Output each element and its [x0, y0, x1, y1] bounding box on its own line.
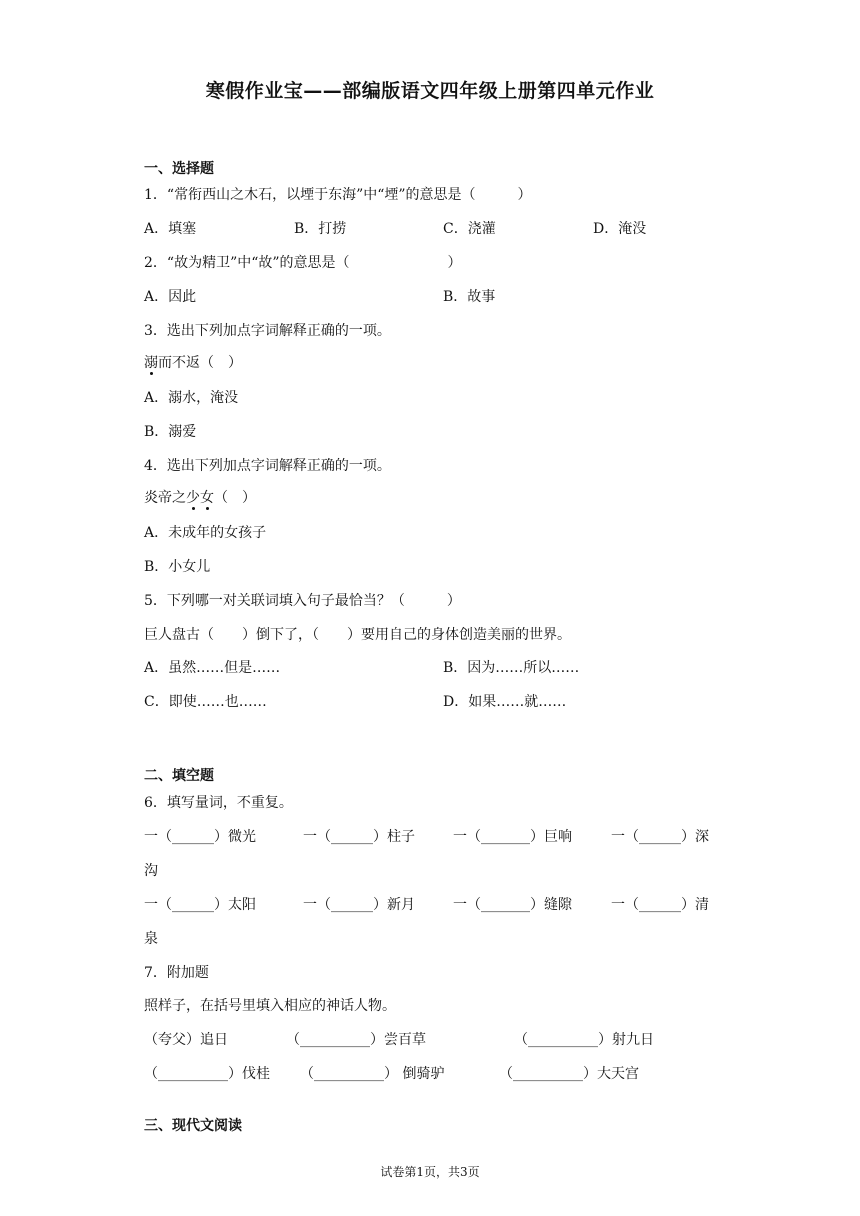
- q4-prompt-pre: 炎帝之: [144, 490, 186, 506]
- q1-option-a: A．填塞: [144, 221, 197, 237]
- q1-option-c: C．浇灌: [443, 221, 496, 237]
- q6-row1-wrap: 沟: [144, 863, 158, 879]
- q5-option-c: C．即使……也……: [144, 694, 267, 710]
- page-title: 寒假作业宝——部编版语文四年级上册第四单元作业: [205, 80, 655, 102]
- q6-blank-5: 一（______）太阳: [144, 897, 256, 913]
- question-7-instruction: 照样子，在括号里填入相应的神话人物。: [144, 998, 396, 1014]
- q7-blank-5: （__________）大天宫: [499, 1066, 639, 1082]
- question-7-stem: 7．附加题: [144, 965, 209, 981]
- q6-row2-wrap: 泉: [144, 931, 158, 947]
- q6-blank-8: 一（______）清: [611, 897, 709, 913]
- q2-option-a: A．因此: [144, 289, 197, 305]
- page-footer: 试卷第1页，共3页: [380, 1165, 480, 1179]
- q7-blank-2: （__________）射九日: [514, 1032, 654, 1048]
- q1-option-b: B．打捞: [294, 221, 347, 237]
- q7-example: （夸父）追日: [144, 1032, 228, 1048]
- question-3-prompt: [144, 354, 242, 372]
- q4-option-b: B．小女儿: [144, 559, 211, 575]
- q6-blank-7: 一（_______）缝隙: [453, 897, 572, 913]
- q4-option-a: A．未成年的女孩子: [144, 525, 267, 541]
- q7-blank-1: （__________）尝百草: [286, 1032, 426, 1048]
- q7-blank-3: （__________）伐桂: [144, 1066, 270, 1082]
- q3-prompt-rest: 而不返（ ）: [158, 355, 242, 371]
- q6-blank-2: 一（______）柱子: [303, 829, 415, 845]
- q6-blank-4: 一（______）深: [611, 829, 709, 845]
- q5-option-a: A．虽然……但是……: [144, 660, 281, 676]
- q6-blank-3: 一（_______）巨响: [453, 829, 572, 845]
- q3-option-a: A．溺水，淹没: [144, 390, 239, 406]
- section-heading-fill: 二、填空题: [144, 768, 214, 784]
- q2-option-b: B．故事: [443, 289, 496, 305]
- section-heading-reading: 三、现代文阅读: [144, 1118, 242, 1134]
- question-4-prompt: [144, 489, 256, 507]
- question-3-stem: 3．选出下列加点字词解释正确的一项。: [144, 323, 391, 339]
- q6-blank-6: 一（______）新月: [303, 897, 415, 913]
- q6-blank-1: 一（______）微光: [144, 829, 256, 845]
- q5-option-d: D．如果……就……: [443, 694, 567, 710]
- q4-prompt-rest: （ ）: [214, 490, 256, 506]
- q1-option-d: D．淹没: [593, 221, 647, 237]
- question-5-sentence: 巨人盘古（ ）倒下了，（ ）要用自己的身体创造美丽的世界。: [144, 627, 571, 643]
- q4-dotted-char-2: 女: [200, 490, 214, 506]
- question-5-stem: 5．下列哪一对关联词填入句子最恰当？（ ）: [144, 593, 461, 609]
- q4-dotted-char-1: 少: [186, 490, 200, 506]
- question-1-stem: 1．“常衔西山之木石，以堙于东海”中“堙”的意思是（ ）: [144, 187, 532, 203]
- section-heading-choice: 一、选择题: [144, 161, 214, 177]
- q7-blank-4: （__________） 倒骑驴: [300, 1066, 445, 1082]
- question-6-stem: 6．填写量词，不重复。: [144, 795, 293, 811]
- q3-option-b: B．溺爱: [144, 424, 197, 440]
- q3-dotted-char: 溺: [144, 355, 158, 371]
- question-4-stem: 4．选出下列加点字词解释正确的一项。: [144, 458, 391, 474]
- q5-option-b: B．因为……所以……: [443, 660, 580, 676]
- question-2-stem: 2．“故为精卫”中“故”的意思是（ ）: [144, 255, 462, 271]
